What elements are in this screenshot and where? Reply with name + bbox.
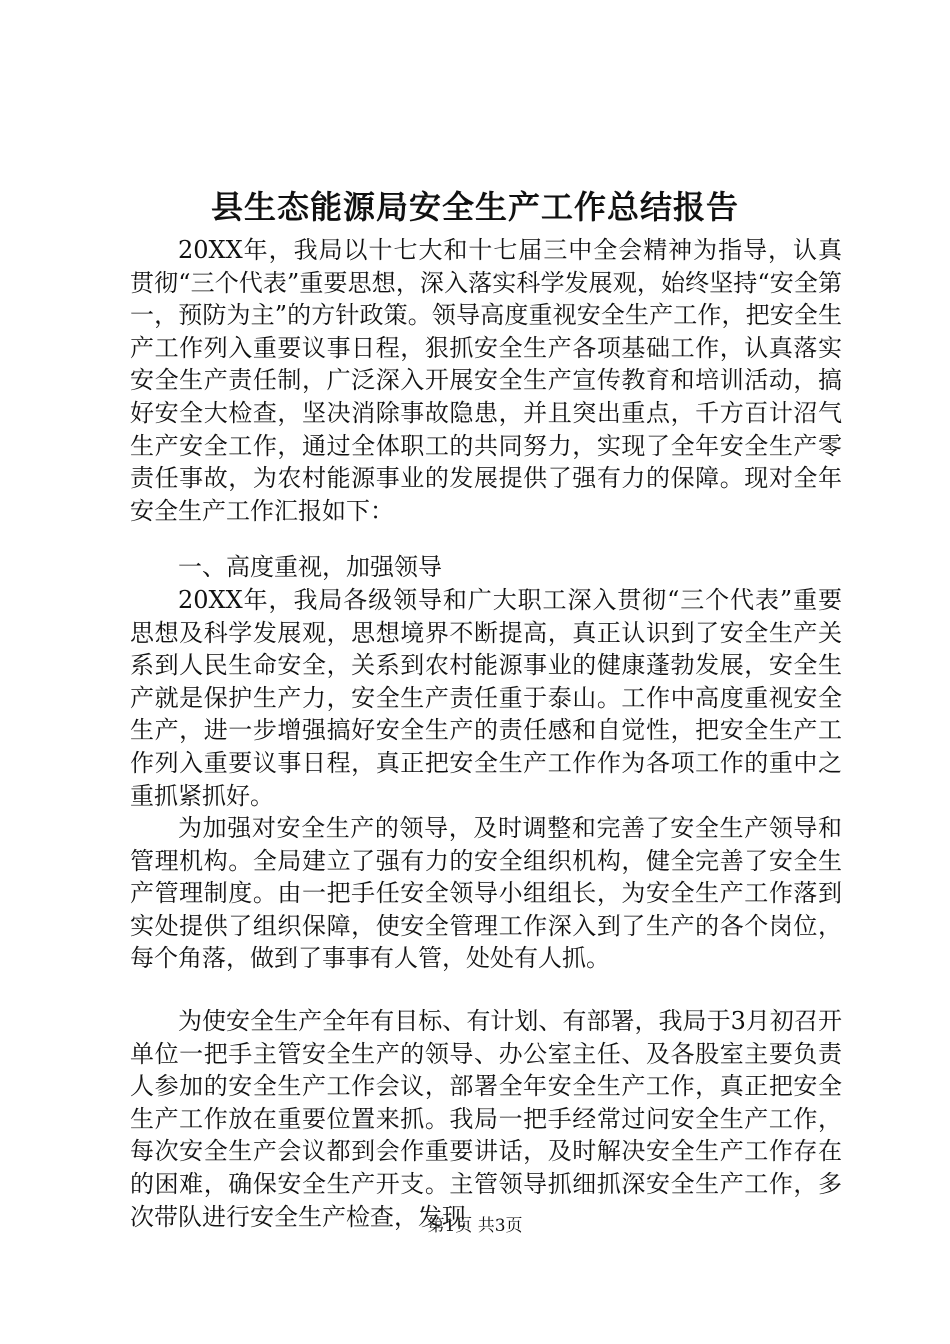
paragraph-section1-a: 20XX年，我局各级领导和广大职工深入贯彻“三个代表”重要思想及科学发展观，思想境界不断提高，真正认识到了安全生产关系到人民生命安全，关系到农村能源事业的健康蓬勃发展，安全生产就是保护生产力，安全生产责任重于泰山。工作中高度重视安全生产，进一步增强搞好安全生产的责任感和自觉性，把安全生产工作列入重要议事日程，真正把安全生产工作作为各项工作的重中之重抓紧抓好。	[130, 585, 842, 810]
paragraph-section1-c: 为使安全生产全年有目标、有计划、有部署，我局于3月初召开单位一把手主管安全生产的领导、办公室主任、及各股室主要负责人参加的安全生产工作会议，部署全年安全生产工作，真正把安全生产工作放在重要位置来抓。我局一把手经常过问安全生产工作，每次安全生产会议都到会作重要讲话，及时解决安全生产工作存在的困难，确保安全生产开支。主管领导抓细抓深安全生产工作，多次带队进行安全生产检查，发现	[130, 1007, 842, 1231]
document-body	[130, 234, 842, 1233]
section-heading-1: 一、高度重视，加强领导	[178, 553, 442, 582]
page-number-footer: 第1页 共3页	[427, 1216, 523, 1236]
paragraph-section1-b: 为加强对安全生产的领导，及时调整和完善了安全生产领导和管理机构。全局建立了强有力的安全组织机构，健全完善了安全生产管理制度。由一把手任安全领导小组组长，为安全生产工作落到实处提供了组织保障，使安全管理工作深入到了生产的各个岗位，每个角落，做到了事事有人管，处处有人抓。	[130, 814, 842, 973]
paragraph-intro: 20XX年，我局以十七大和十七届三中全会精神为指导，认真贯彻“三个代表”重要思想，深入落实科学发展观，始终坚持“安全第一，预防为主”的方针政策。领导高度重视安全生产工作，把安全生产工作列入重要议事日程，狠抓安全生产各项基础工作，认真落实安全生产责任制，广泛深入开展安全生产宣传教育和培训活动，搞好安全大检查，坚决消除事故隐患，并且突出重点，千方百计沼气生产安全工作，通过全体职工的共同努力，实现了全年安全生产零责任事故，为农村能源事业的发展提供了强有力的保障。现对全年安全生产工作汇报如下：	[130, 236, 842, 525]
document-title: 县生态能源局安全生产工作总结报告	[210, 188, 739, 226]
